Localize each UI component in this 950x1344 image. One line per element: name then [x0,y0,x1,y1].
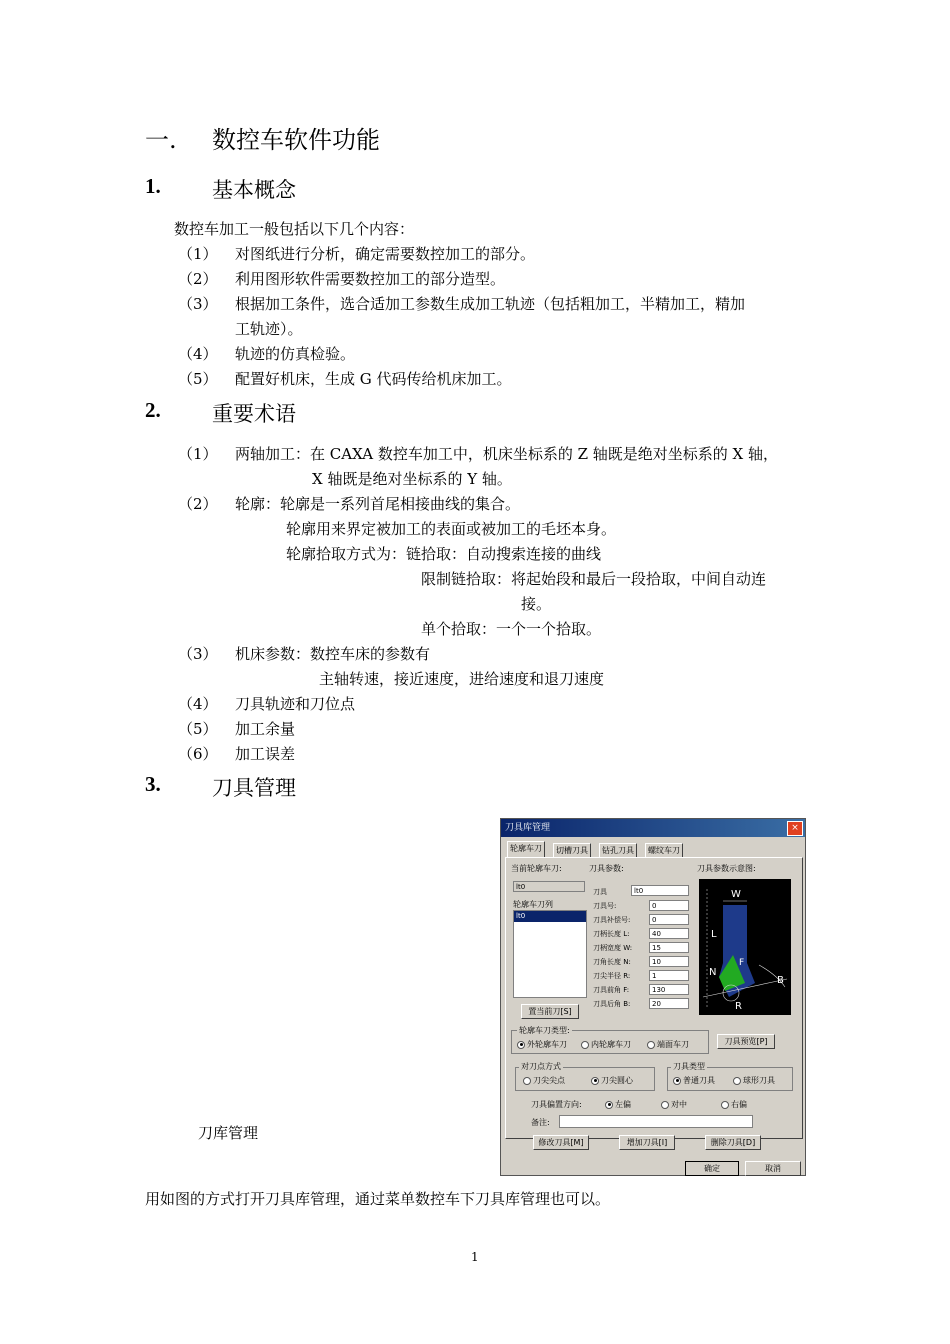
section-1-3-title: 刀具管理 [212,776,296,800]
step-2-number: （2） [178,270,218,288]
tool-list-item[interactable]: lt0 [514,911,586,922]
tool-point-group-label: 对刀点方式 [521,1062,561,1071]
param-label-corner-length: 刀角长度 N: [593,958,631,966]
close-icon[interactable]: × [787,821,803,836]
param-label-rake-angle: 刀具前角 F: [593,986,630,994]
step-5-number: （5） [178,370,218,388]
radio-bias-center-label: 对中 [671,1100,687,1109]
page-number: 1 [471,1250,479,1264]
section-1-1-number: 1. [145,174,161,198]
term-2-number: （2） [178,495,218,513]
param-label-shank-length: 刀柄长度 L: [593,930,630,938]
radio-bias-left[interactable] [605,1099,631,1110]
term-2-line-6: 单个拾取：一个一个拾取。 [421,620,602,638]
radio-outer-profile-indicator [517,1041,525,1049]
radio-bias-right[interactable] [721,1099,747,1110]
radio-outer-profile[interactable] [517,1039,567,1050]
dialog-titlebar [501,819,805,837]
radio-tip-center-label: 刀尖圆心 [601,1076,633,1085]
diagram-letter-b: B [777,975,784,986]
radio-bias-left-label: 左偏 [615,1100,631,1109]
term-2-line-4: 限制链拾取：将起始段和最后一段拾取，中间自动连 [421,570,767,588]
radio-tip-center-indicator [591,1077,599,1085]
radio-tip-point-indicator [523,1077,531,1085]
tool-preview-button[interactable]: 刀具预览[P] [717,1034,775,1049]
term-2-line-1: 轮廓：轮廓是一系列首尾相接曲线的集合。 [235,495,521,513]
tool-list[interactable] [513,910,587,998]
note-input[interactable] [559,1115,753,1128]
radio-inner-profile-label: 内轮廓车刀 [591,1040,631,1049]
term-4-number: （4） [178,695,218,713]
radio-ball-tool-indicator [733,1077,741,1085]
radio-tip-center[interactable] [591,1075,633,1086]
diagram-letter-n: N [709,967,717,978]
param-input-name[interactable]: lt0 [631,885,689,896]
term-1-line-2: X 轴既是绝对坐标系的 Y 轴。 [312,470,512,488]
term-5-number: （5） [178,720,218,738]
term-3-line-2: 主轴转速，接近速度，进给速度和退刀速度 [319,670,605,688]
bias-direction-label: 刀具偏置方向: [531,1100,582,1109]
step-1-text: 对图纸进行分析，确定需要数控加工的部分。 [235,245,536,263]
tool-diagram [699,879,791,1015]
section-1-1-title: 基本概念 [212,178,296,202]
term-2-line-5: 接。 [521,595,552,613]
modify-tool-button[interactable]: 修改刀具[M] [533,1135,589,1150]
diagram-label: 刀具参数示意图: [697,864,756,873]
radio-face-tool-label: 端面车刀 [657,1040,689,1049]
term-6-number: （6） [178,745,218,763]
step-3-continuation: 工轨迹）。 [235,320,303,338]
tab-profile-tool[interactable]: 轮廓车刀 [507,841,545,858]
radio-tip-point-label: 刀尖尖点 [533,1076,565,1085]
param-input-rake-angle[interactable]: 130 [649,984,689,995]
param-input-offset[interactable]: 0 [649,914,689,925]
section-1-number: 一. [145,126,177,154]
tool-list-label: 轮廓车刀列 [513,900,553,909]
current-tool-label: 当前轮廓车刀: [511,864,562,873]
radio-bias-center[interactable] [661,1099,687,1110]
tool-type-group-label: 轮廓车刀类型: [519,1026,570,1035]
section-1-title: 数控车软件功能 [212,126,380,154]
radio-ball-tool-label: 球形刀具 [743,1076,775,1085]
term-2-line-3: 轮廓拾取方式为：链拾取：自动搜索连接的曲线 [286,545,602,563]
section-1-2-number: 2. [145,398,161,422]
term-1-line-1: 两轴加工：在 CAXA 数控车加工中，机床坐标系的 Z 轴既是绝对坐标系的 X 轴， [235,445,778,463]
step-2-text: 利用图形软件需要数控加工的部分造型。 [235,270,506,288]
add-tool-button[interactable]: 增加刀具[I] [619,1135,675,1150]
term-3-number: （3） [178,645,218,663]
ok-button[interactable]: 确定 [685,1161,739,1176]
note-label: 备注: [531,1118,550,1127]
term-5-text: 加工余量 [235,720,296,738]
section-1-2-title: 重要术语 [212,402,296,426]
radio-face-tool-indicator [647,1041,655,1049]
radio-bias-right-label: 右偏 [731,1100,747,1109]
closing-text: 用如图的方式打开刀具库管理，通过菜单数控车下刀具库管理也可以。 [145,1190,611,1208]
radio-bias-center-indicator [661,1101,669,1109]
tool-params-label: 刀具参数: [589,864,624,873]
step-1-number: （1） [178,245,218,263]
tab-grooving-tool[interactable]: 切槽刀具 [553,843,591,858]
delete-tool-button[interactable]: 删除刀具[D] [705,1135,761,1150]
radio-normal-tool-label: 普通刀具 [683,1076,715,1085]
current-tool-field: lt0 [513,881,585,892]
radio-outer-profile-label: 外轮廓车刀 [527,1040,567,1049]
step-3-number: （3） [178,295,218,313]
intro-text: 数控车加工一般包括以下几个内容： [174,220,415,238]
section-1-3-number: 3. [145,772,161,796]
param-input-shank-width[interactable]: 15 [649,942,689,953]
param-input-nose-radius[interactable]: 1 [649,970,689,981]
step-4-text: 轨迹的仿真检验。 [235,345,356,363]
radio-ball-tool[interactable] [733,1075,775,1086]
diagram-letter-l: L [711,929,717,940]
tab-thread-tool[interactable]: 螺纹车刀 [645,843,683,858]
tool-kind-group-label: 刀具类型 [673,1062,705,1071]
radio-bias-right-indicator [721,1101,729,1109]
radio-tip-point[interactable] [523,1075,565,1086]
radio-inner-profile[interactable] [581,1039,631,1050]
param-input-number[interactable]: 0 [649,900,689,911]
step-3-text: 根据加工条件，选合适加工参数生成加工轨迹（包括粗加工，半精加工，精加 [235,295,746,313]
param-input-shank-length[interactable]: 40 [649,928,689,939]
param-input-corner-length[interactable]: 10 [649,956,689,967]
param-input-clearance-angle[interactable]: 20 [649,998,689,1009]
param-label-clearance-angle: 刀具后角 B: [593,1000,631,1008]
term-3-line-1: 机床参数：数控车床的参数有 [235,645,431,663]
diagram-letter-w: W [731,889,741,900]
dialog-title: 刀具库管理 [505,823,551,833]
diagram-letter-r: R [735,1001,742,1012]
step-5-text: 配置好机床，生成 G 代码传给机床加工。 [235,370,512,388]
term-6-text: 加工误差 [235,745,296,763]
radio-inner-profile-indicator [581,1041,589,1049]
radio-bias-left-indicator [605,1101,613,1109]
param-label-nose-radius: 刀尖半径 R: [593,972,631,980]
cancel-button[interactable]: 取消 [745,1161,801,1176]
param-label-number: 刀具号: [593,902,617,910]
term-2-line-2: 轮廓用来界定被加工的表面或被加工的毛坯本身。 [286,520,617,538]
radio-normal-tool-indicator [673,1077,681,1085]
set-current-tool-button[interactable]: 置当前刀[S] [521,1004,579,1019]
param-label-name: 刀具 [593,888,607,896]
figure-caption: 刀库管理 [198,1124,259,1142]
step-4-number: （4） [178,345,218,363]
param-label-offset: 刀具补偿号: [593,916,631,924]
radio-normal-tool[interactable] [673,1075,715,1086]
diagram-letter-f: F [739,958,745,968]
radio-face-tool[interactable] [647,1039,689,1050]
tab-drilling-tool[interactable]: 钻孔刀具 [599,843,637,858]
term-1-number: （1） [178,445,218,463]
param-label-shank-width: 刀柄宽度 W: [593,944,633,952]
term-4-text: 刀具轨迹和刀位点 [235,695,356,713]
